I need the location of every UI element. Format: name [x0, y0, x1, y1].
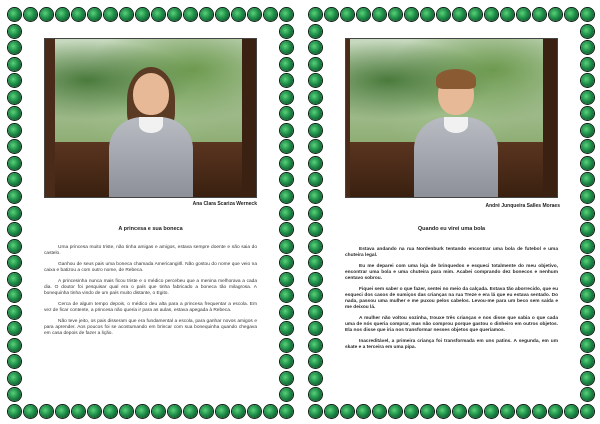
border-dot — [517, 405, 530, 418]
story-body — [44, 245, 257, 342]
border-dot — [280, 240, 293, 253]
border-dot — [280, 273, 293, 286]
border-dot — [8, 289, 21, 302]
left-page — [8, 8, 293, 418]
border-dot — [88, 405, 101, 418]
border-dot — [565, 405, 578, 418]
border-dot — [8, 124, 21, 137]
border-dot — [232, 405, 245, 418]
border-dot — [168, 8, 181, 21]
border-dot — [8, 58, 21, 71]
border-dot — [309, 289, 322, 302]
border-dot — [453, 405, 466, 418]
border-dot — [280, 388, 293, 401]
border-dot — [581, 190, 594, 203]
border-dot — [309, 322, 322, 335]
border-dot — [501, 8, 514, 21]
border-dot — [136, 405, 149, 418]
border-dot — [40, 8, 53, 21]
border-dot — [216, 405, 229, 418]
border-dot — [341, 8, 354, 21]
border-dot — [581, 256, 594, 269]
border-dot — [581, 405, 594, 418]
border-dot — [280, 58, 293, 71]
border-dot — [581, 8, 594, 21]
story-paragraph: Uma princesa muito triste, não tinha amigas e amigos, estava sempre doente e não saia do castelo. — [44, 245, 257, 256]
border-dot — [581, 91, 594, 104]
border-dot — [8, 388, 21, 401]
border-dot — [280, 306, 293, 319]
border-dot — [309, 372, 322, 385]
border-dot — [120, 405, 133, 418]
border-dot — [280, 190, 293, 203]
border-dot — [280, 41, 293, 54]
border-dot — [264, 405, 277, 418]
border-dot — [581, 372, 594, 385]
border-dot — [581, 157, 594, 170]
border-dot — [8, 25, 21, 38]
border-dot — [8, 157, 21, 170]
border-dot — [309, 8, 322, 21]
story-paragraph: A mulher não voltou sozinha, trouxe três crianças e nos disse que sabia o que cada uma de nós queria comprar, mas não comprou porque gastou o dinheiro em outros objetos. Ela nos disse que iria nos transformar nesses objetos que queríamos. — [345, 316, 558, 333]
border-dot — [168, 405, 181, 418]
border-dot — [24, 405, 37, 418]
border-dot — [8, 91, 21, 104]
border-dot — [8, 107, 21, 120]
border-dot — [280, 339, 293, 352]
border-dot — [120, 8, 133, 21]
border-dot — [309, 273, 322, 286]
story-paragraph: Inacreditável, a primeira criança foi transformada em uns patins. A segunda, em um skate e a terceira em uma pipa. — [345, 339, 558, 350]
border-dot — [309, 388, 322, 401]
border-dot — [341, 405, 354, 418]
border-dot — [581, 107, 594, 120]
border-dot — [280, 256, 293, 269]
border-dot — [280, 124, 293, 137]
border-dot — [56, 405, 69, 418]
border-dot — [389, 405, 402, 418]
border-dot — [581, 124, 594, 137]
border-dot — [421, 8, 434, 21]
border-dot — [40, 405, 53, 418]
border-dot — [280, 91, 293, 104]
border-dot — [8, 372, 21, 385]
border-dot — [8, 322, 21, 335]
border-dot — [533, 8, 546, 21]
border-dot — [184, 8, 197, 21]
border-dot — [309, 91, 322, 104]
story-paragraph: Estava andando na rua Nordenburk tentando encontrar uma bola de futebol e uma chuteira legal. — [345, 247, 558, 258]
border-dot — [309, 58, 322, 71]
border-dot — [8, 41, 21, 54]
border-dot — [581, 58, 594, 71]
border-dot — [232, 8, 245, 21]
student-photo-girl — [44, 38, 257, 198]
border-dot — [581, 25, 594, 38]
border-dot — [8, 207, 21, 220]
border-dot — [309, 256, 322, 269]
border-dot — [485, 8, 498, 21]
photo-caption: André Junqueira Salles Moraes — [485, 203, 560, 209]
border-dot — [152, 8, 165, 21]
border-dot — [309, 107, 322, 120]
border-dot — [389, 8, 402, 21]
border-dot — [8, 140, 21, 153]
border-dot — [405, 405, 418, 418]
border-dot — [309, 207, 322, 220]
border-dot — [200, 8, 213, 21]
student-photo-boy — [345, 38, 558, 198]
border-dot — [581, 306, 594, 319]
border-dot — [8, 339, 21, 352]
border-dot — [88, 8, 101, 21]
border-dot — [421, 405, 434, 418]
border-dot — [437, 405, 450, 418]
border-dot — [581, 322, 594, 335]
border-dot — [280, 355, 293, 368]
border-dot — [485, 405, 498, 418]
border-dot — [309, 124, 322, 137]
border-dot — [56, 8, 69, 21]
border-dot — [469, 8, 482, 21]
story-paragraph: Cerca de algum tempo depois, o médico deu alta para a princesa frequentar a escola. Em vez de ficar contente, a princesa não queria ir para as aulas, estava apegada à Rebeca. — [44, 302, 257, 313]
border-dot — [264, 8, 277, 21]
border-dot — [136, 8, 149, 21]
border-dot — [248, 8, 261, 21]
border-dot — [8, 273, 21, 286]
border-dot — [309, 74, 322, 87]
border-dot — [325, 405, 338, 418]
border-dot — [357, 8, 370, 21]
story-paragraph: A princesinha nunca mais ficou triste e o médico percebeu que a menina melhorava a cada dia. O doutor foi pesquisar qual era o país que tinha fabricado a boneca tão milagrosa. A bonequinha tinha vindo de um país muito distante, o Egito. — [44, 279, 257, 296]
border-dot — [581, 289, 594, 302]
border-dot — [309, 405, 322, 418]
border-dot — [565, 8, 578, 21]
border-dot — [8, 173, 21, 186]
border-dot — [309, 41, 322, 54]
border-dot — [581, 273, 594, 286]
border-dot — [501, 405, 514, 418]
border-dot — [469, 405, 482, 418]
border-dot — [8, 256, 21, 269]
story-title: A princesa e sua boneca — [118, 226, 183, 232]
border-dot — [581, 207, 594, 220]
border-dot — [581, 240, 594, 253]
border-dot — [280, 107, 293, 120]
photo-caption: Ana Clara Scariza Werneck — [192, 201, 257, 207]
border-dot — [309, 339, 322, 352]
border-dot — [280, 372, 293, 385]
border-dot — [309, 240, 322, 253]
border-dot — [309, 25, 322, 38]
border-dot — [216, 8, 229, 21]
border-dot — [309, 306, 322, 319]
border-dot — [200, 405, 213, 418]
border-dot — [280, 322, 293, 335]
border-dot — [581, 41, 594, 54]
border-dot — [280, 8, 293, 21]
border-dot — [549, 405, 562, 418]
border-dot — [373, 405, 386, 418]
border-dot — [8, 355, 21, 368]
border-dot — [280, 25, 293, 38]
border-dot — [309, 157, 322, 170]
border-dot — [184, 405, 197, 418]
border-dot — [8, 190, 21, 203]
border-dot — [309, 140, 322, 153]
border-dot — [104, 8, 117, 21]
border-dot — [549, 8, 562, 21]
story-paragraph: Fiquei sem saber o que fazer, sentei no meio da calçada. Estava tão aborrecido, que eu esqueci dos casos de sumiços das crianças na rua Treze e era lá que eu estava sentado. Do nada, passou uma mulher e me puxou pelos cabelos. Levou-me para um beco sem saída e me deixou lá. — [345, 287, 558, 310]
border-dot — [8, 240, 21, 253]
border-dot — [325, 8, 338, 21]
border-dot — [280, 207, 293, 220]
border-dot — [437, 8, 450, 21]
border-dot — [533, 405, 546, 418]
border-dot — [280, 140, 293, 153]
border-dot — [581, 339, 594, 352]
border-dot — [280, 74, 293, 87]
border-dot — [357, 405, 370, 418]
border-dot — [72, 405, 85, 418]
border-dot — [8, 306, 21, 319]
border-dot — [581, 173, 594, 186]
right-page — [309, 8, 594, 418]
story-paragraph: Ganhou de seus pais uma boneca chamada Americangirll. Não gostou do nome que veio na caixa e batizou a com outro nome, de Rebeca. — [44, 262, 257, 273]
border-dot — [309, 355, 322, 368]
border-dot — [24, 8, 37, 21]
border-dot — [152, 405, 165, 418]
border-dot — [248, 405, 261, 418]
border-dot — [8, 8, 21, 21]
story-title: Quando eu virei uma bola — [417, 226, 486, 232]
border-dot — [453, 8, 466, 21]
border-dot — [8, 405, 21, 418]
border-dot — [581, 388, 594, 401]
border-dot — [8, 74, 21, 87]
border-dot — [280, 289, 293, 302]
border-dot — [581, 140, 594, 153]
border-dot — [517, 8, 530, 21]
border-dot — [104, 405, 117, 418]
border-dot — [280, 173, 293, 186]
border-dot — [309, 173, 322, 186]
border-dot — [280, 405, 293, 418]
story-body — [345, 247, 558, 356]
story-paragraph: Não teve jeito, os pais disseram que era fundamental a escola, para ganhar novos amigos e para aprender. Aos poucos foi se acostumando em brincar com sua bonequinha quando chegava em casa depois de fazer a lição. — [44, 319, 257, 336]
border-dot — [581, 74, 594, 87]
border-dot — [581, 355, 594, 368]
border-dot — [280, 157, 293, 170]
border-dot — [309, 190, 322, 203]
border-dot — [373, 8, 386, 21]
border-dot — [72, 8, 85, 21]
story-paragraph: Eu me deparei com uma loja de brinquedos e esqueci totalmente do meu objetivo, encontrar uma bola e uma chuteira para mim. Acabei comprando dez bonecos e nenhum centavo sobrou. — [345, 264, 558, 281]
border-dot — [405, 8, 418, 21]
